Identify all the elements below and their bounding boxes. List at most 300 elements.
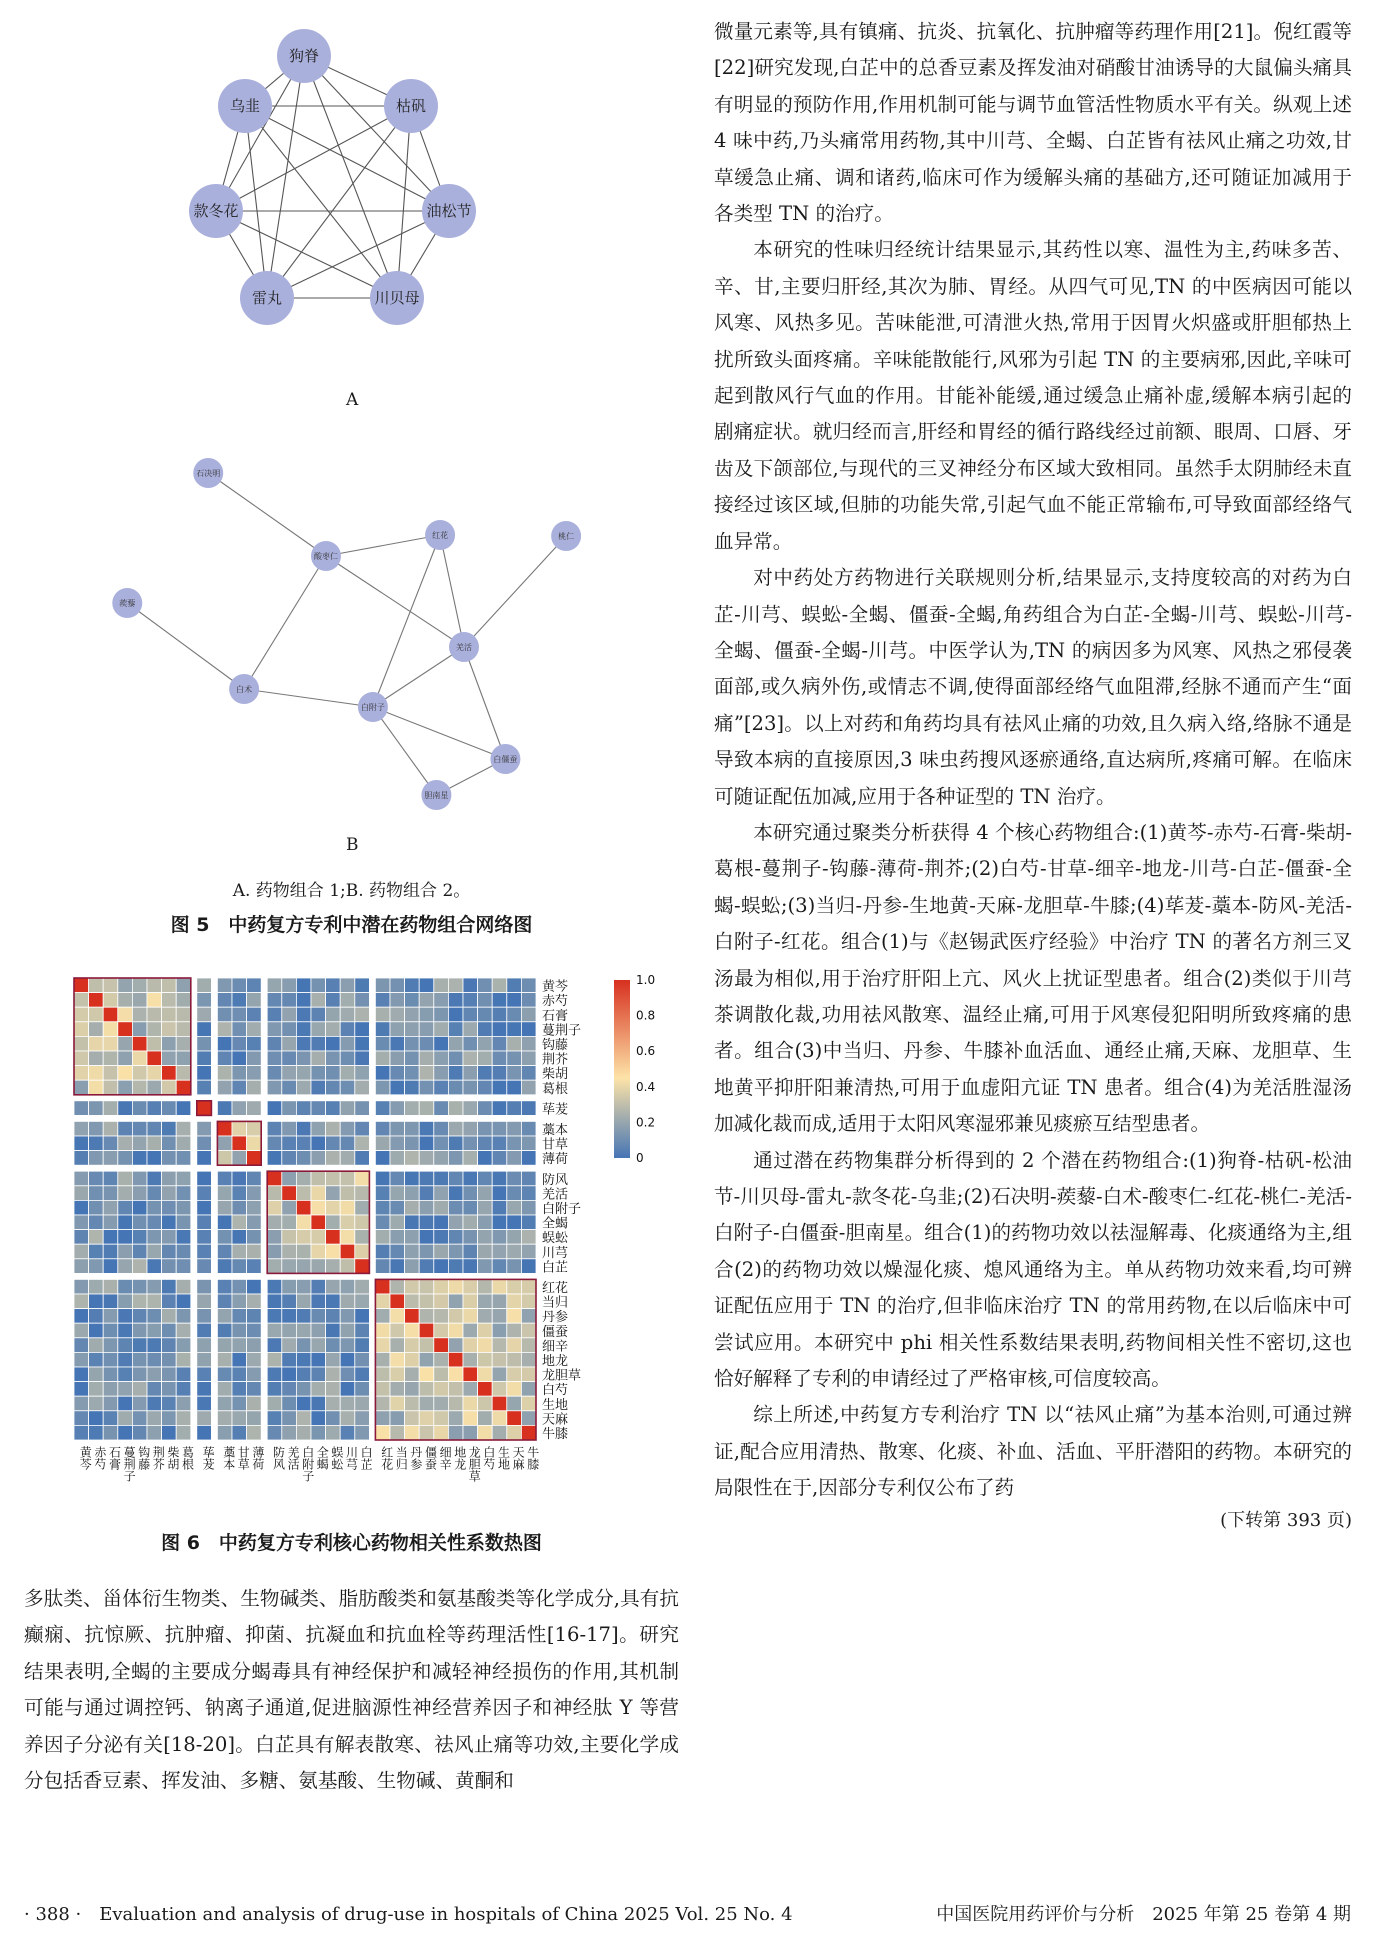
heatmap-cell <box>267 1101 282 1116</box>
heatmap-cell <box>434 1080 449 1095</box>
heatmap-cell <box>74 1352 89 1367</box>
heatmap-cell <box>232 1279 247 1294</box>
heatmap-cell <box>132 1022 147 1037</box>
network-b-node <box>193 458 223 488</box>
heatmap-cell <box>147 1022 162 1037</box>
heatmap-col-label: 牛膝 <box>525 1446 540 1470</box>
heatmap-cell <box>390 1186 405 1201</box>
heatmap-cell <box>419 1171 434 1186</box>
heatmap-cell <box>478 1230 493 1245</box>
heatmap-cell <box>296 1186 311 1201</box>
heatmap-cell <box>521 1279 536 1294</box>
heatmap-cell <box>492 1051 507 1066</box>
heatmap-cell <box>282 1230 297 1245</box>
heatmap-cell <box>507 1121 522 1136</box>
heatmap-cell <box>492 1215 507 1230</box>
heatmap-cell <box>405 1352 420 1367</box>
heatmap-cell <box>375 1051 390 1066</box>
heatmap-cell <box>197 1121 212 1136</box>
heatmap-row-label: 白附子 <box>542 1202 582 1217</box>
heatmap-cell <box>118 1382 133 1397</box>
heatmap-cell <box>507 1323 522 1338</box>
heatmap-cell <box>405 1200 420 1215</box>
heatmap-cell <box>282 1411 297 1426</box>
heatmap-cell <box>419 1121 434 1136</box>
heatmap-cell <box>463 1230 478 1245</box>
heatmap-cell <box>217 1396 232 1411</box>
heatmap-cell <box>390 1259 405 1274</box>
heatmap-cell <box>521 1101 536 1116</box>
heatmap-cell <box>118 1244 133 1259</box>
heatmap-cell <box>103 1101 118 1116</box>
heatmap-cell <box>118 1309 133 1324</box>
heatmap-cell <box>217 1080 232 1095</box>
heatmap-cell <box>162 1309 177 1324</box>
heatmap-cell <box>132 1007 147 1022</box>
network-b-edge <box>208 473 326 556</box>
heatmap-cell <box>197 1279 212 1294</box>
heatmap-cell <box>247 1186 262 1201</box>
heatmap-cell <box>448 1136 463 1151</box>
heatmap-cell <box>355 1215 370 1230</box>
heatmap-cell <box>282 1080 297 1095</box>
heatmap-cell <box>282 1136 297 1151</box>
heatmap-cell <box>340 1151 355 1166</box>
heatmap-cell <box>405 1382 420 1397</box>
heatmap-cell <box>463 1186 478 1201</box>
heatmap-cell <box>89 978 104 993</box>
heatmap-cell <box>419 1230 434 1245</box>
heatmap-cell <box>118 978 133 993</box>
heatmap-cell <box>132 1411 147 1426</box>
network-b-node-label: 蒺藜 <box>119 599 136 608</box>
heatmap-cell <box>118 1230 133 1245</box>
heatmap-cell <box>89 993 104 1008</box>
heatmap-cell <box>311 1151 326 1166</box>
heatmap-cell <box>340 1323 355 1338</box>
heatmap-cell <box>463 1259 478 1274</box>
heatmap-cell <box>296 1022 311 1037</box>
heatmap-cell <box>176 1215 191 1230</box>
heatmap-cell <box>103 978 118 993</box>
heatmap-cell <box>355 1051 370 1066</box>
heatmap-cell <box>405 1022 420 1037</box>
heatmap-row-label: 荜茇 <box>542 1102 569 1118</box>
network-b-edge <box>244 556 326 689</box>
heatmap-cell <box>147 1279 162 1294</box>
heatmap-cell <box>74 1309 89 1324</box>
heatmap-cell <box>132 1352 147 1367</box>
heatmap-cell <box>296 1051 311 1066</box>
heatmap-cell <box>463 1352 478 1367</box>
heatmap-cell <box>74 1200 89 1215</box>
heatmap-cell <box>267 1367 282 1382</box>
network-a-node <box>384 79 438 133</box>
heatmap-cell <box>340 1352 355 1367</box>
heatmap-cell <box>419 1200 434 1215</box>
heatmap-cell <box>311 1352 326 1367</box>
heatmap-cell <box>176 1411 191 1426</box>
heatmap-cell <box>375 1279 390 1294</box>
heatmap-cell <box>267 1151 282 1166</box>
network-b-edge <box>373 707 505 759</box>
heatmap-cell <box>375 1101 390 1116</box>
network-a-edge <box>304 56 449 211</box>
heatmap-cell <box>355 1367 370 1382</box>
heatmap-cell <box>463 1425 478 1440</box>
network-a-node <box>422 184 476 238</box>
network-a-edge <box>245 106 397 298</box>
heatmap-cell <box>405 1425 420 1440</box>
heatmap-cell <box>419 1425 434 1440</box>
heatmap-cell <box>89 1294 104 1309</box>
heatmap-cell <box>197 1215 212 1230</box>
heatmap-cell <box>492 1230 507 1245</box>
heatmap-cell <box>176 1425 191 1440</box>
heatmap-cell <box>232 1036 247 1051</box>
heatmap-cell <box>197 1323 212 1338</box>
heatmap-cell <box>247 1352 262 1367</box>
heatmap-cell <box>197 1101 212 1116</box>
heatmap-cell <box>521 1396 536 1411</box>
heatmap-cell <box>267 1007 282 1022</box>
heatmap-cell <box>405 1411 420 1426</box>
heatmap-cell <box>434 1101 449 1116</box>
heatmap-cell <box>448 1051 463 1066</box>
heatmap-cell <box>478 1367 493 1382</box>
heatmap-cell <box>267 1080 282 1095</box>
right-paragraph-1: 微量元素等,具有镇痛、抗炎、抗氧化、抗肿瘤等药理作用[21]。倪红霞等[22]研究发现,白芷中的总香豆素及挥发油对硝酸甘油诱导的大鼠偏头痛具有明显的预防作用,作用机制可能与调节血管活性物质水平有关。纵观上述 4 味中药,乃头痛常用药物,其中川芎、全蝎、白芷皆有祛风止痛之功效,甘草缓急止痛、调和诸药,临床可作为缓解头痛的基础方,还可随证加减用于各类型 TN 的治疗。 <box>714 20 1352 226</box>
heatmap-col-label: 白附子 <box>300 1446 315 1482</box>
heatmap-cell <box>132 993 147 1008</box>
heatmap-cell <box>232 1022 247 1037</box>
heatmap-cell <box>478 1171 493 1186</box>
heatmap-cell <box>247 1367 262 1382</box>
heatmap-cell <box>176 1101 191 1116</box>
heatmap-cell <box>434 1136 449 1151</box>
heatmap-cell <box>132 1244 147 1259</box>
heatmap-cell <box>448 1007 463 1022</box>
heatmap-cell <box>405 1136 420 1151</box>
heatmap-cell <box>296 1171 311 1186</box>
heatmap-cell <box>311 1367 326 1382</box>
heatmap-cell <box>267 1382 282 1397</box>
heatmap-cell <box>340 1338 355 1353</box>
heatmap-cell <box>478 1066 493 1081</box>
heatmap-cell <box>176 993 191 1008</box>
heatmap-col-label: 荆芥 <box>151 1446 166 1470</box>
heatmap-cell <box>507 1230 522 1245</box>
heatmap-cell <box>118 1171 133 1186</box>
heatmap-cell <box>434 1121 449 1136</box>
heatmap-cell <box>296 1309 311 1324</box>
heatmap-cell <box>492 1309 507 1324</box>
heatmap-col-label: 石膏 <box>107 1446 122 1470</box>
heatmap-cell <box>311 1022 326 1037</box>
heatmap-row-label: 藁本 <box>542 1123 569 1138</box>
heatmap-cells <box>74 978 536 1440</box>
heatmap-cell <box>311 1396 326 1411</box>
heatmap-cell <box>463 1171 478 1186</box>
heatmap-cell <box>103 1051 118 1066</box>
heatmap-cell <box>355 1323 370 1338</box>
heatmap-cell <box>463 1080 478 1095</box>
network-b-node <box>311 541 341 571</box>
heatmap-cell <box>311 1136 326 1151</box>
heatmap-cell <box>282 1259 297 1274</box>
heatmap-cell <box>282 1101 297 1116</box>
heatmap-cell <box>355 1382 370 1397</box>
heatmap-col-label: 白芷 <box>359 1446 374 1470</box>
heatmap-row-label: 天麻 <box>542 1412 569 1428</box>
heatmap-cell <box>405 1186 420 1201</box>
heatmap-cell <box>217 1066 232 1081</box>
heatmap-cell <box>419 1151 434 1166</box>
heatmap-cell <box>103 1425 118 1440</box>
heatmap-cell <box>340 1309 355 1324</box>
heatmap-cell <box>434 1200 449 1215</box>
heatmap-col-label: 生地 <box>496 1446 511 1470</box>
heatmap-col-label: 藁本 <box>221 1446 236 1470</box>
heatmap-cell <box>247 1382 262 1397</box>
heatmap-cell <box>162 1396 177 1411</box>
heatmap-cell <box>390 1007 405 1022</box>
heatmap-cell <box>132 1051 147 1066</box>
heatmap-cell <box>507 993 522 1008</box>
heatmap-cell <box>217 1323 232 1338</box>
heatmap-cell <box>507 1200 522 1215</box>
network-a-node-label: 川贝母 <box>374 289 420 307</box>
heatmap-cell <box>217 1022 232 1037</box>
heatmap-cell <box>405 1066 420 1081</box>
network-a-node-label: 枯矾 <box>395 97 427 115</box>
heatmap-cell <box>355 1279 370 1294</box>
heatmap-cell <box>521 1066 536 1081</box>
heatmap-cell <box>448 1323 463 1338</box>
network-b-node-label: 白附子 <box>360 703 385 712</box>
heatmap-cell <box>267 1352 282 1367</box>
footer-left: · 388 · Evaluation and analysis of drug-use in hospitals of China 2025 Vol. 25 No. 4 <box>24 1904 793 1925</box>
heatmap-cell <box>296 1151 311 1166</box>
heatmap-cell <box>507 1066 522 1081</box>
heatmap-cell <box>197 1080 212 1095</box>
heatmap-cell <box>282 1022 297 1037</box>
heatmap-cell <box>419 1259 434 1274</box>
heatmap-cell <box>326 1279 341 1294</box>
heatmap-cell <box>89 1259 104 1274</box>
network-b-node-label: 胆南星 <box>424 791 449 800</box>
heatmap-cell <box>197 1259 212 1274</box>
heatmap-cell <box>390 1022 405 1037</box>
network-b-node <box>425 520 455 550</box>
heatmap-cell <box>390 1323 405 1338</box>
heatmap-cell <box>74 1215 89 1230</box>
heatmap-cell <box>132 1230 147 1245</box>
heatmap-cell <box>311 1036 326 1051</box>
heatmap-cell <box>132 1066 147 1081</box>
heatmap-cell <box>176 1352 191 1367</box>
heatmap-cell <box>247 1244 262 1259</box>
heatmap-cell <box>448 1352 463 1367</box>
heatmap-cell <box>267 1066 282 1081</box>
heatmap-cell <box>247 1279 262 1294</box>
heatmap-cell <box>326 1352 341 1367</box>
heatmap-cell <box>118 993 133 1008</box>
heatmap-cell <box>282 1244 297 1259</box>
heatmap-cell <box>118 1411 133 1426</box>
heatmap-cell <box>197 993 212 1008</box>
heatmap-cell <box>375 1151 390 1166</box>
heatmap-cell <box>448 1230 463 1245</box>
heatmap-cell <box>492 978 507 993</box>
heatmap-cell <box>507 1186 522 1201</box>
heatmap-cell <box>390 1136 405 1151</box>
heatmap-cell <box>521 1367 536 1382</box>
heatmap-cell <box>448 1200 463 1215</box>
heatmap-cell <box>162 1171 177 1186</box>
heatmap-cell <box>232 1051 247 1066</box>
heatmap-cell <box>118 1007 133 1022</box>
heatmap-cell <box>448 1215 463 1230</box>
heatmap-cell <box>419 1411 434 1426</box>
heatmap-cell <box>247 1151 262 1166</box>
heatmap-col-label: 全蝎 <box>315 1446 330 1470</box>
heatmap-cell <box>118 1338 133 1353</box>
heatmap-cell <box>340 993 355 1008</box>
heatmap-cell <box>296 1352 311 1367</box>
heatmap-row-label: 生地 <box>542 1397 569 1413</box>
heatmap-cell <box>434 1215 449 1230</box>
heatmap-cell <box>311 1200 326 1215</box>
heatmap-cell <box>162 1279 177 1294</box>
heatmap-cell <box>197 1151 212 1166</box>
heatmap-cell <box>103 1007 118 1022</box>
heatmap-cell <box>434 1186 449 1201</box>
heatmap-cell <box>296 1338 311 1353</box>
network-b-label: B <box>346 835 359 855</box>
heatmap-cell <box>176 1294 191 1309</box>
network-a-edge <box>397 106 411 298</box>
network-a-node-label: 狗脊 <box>288 47 320 65</box>
heatmap-cell <box>217 1382 232 1397</box>
network-b-node <box>421 780 451 810</box>
right-column <box>714 0 1352 1940</box>
heatmap-cell <box>103 1171 118 1186</box>
heatmap-cell <box>405 1215 420 1230</box>
heatmap-cell <box>478 1259 493 1274</box>
heatmap-cell <box>326 1121 341 1136</box>
heatmap-cell <box>355 978 370 993</box>
heatmap-cell <box>448 1244 463 1259</box>
heatmap-cell <box>434 1352 449 1367</box>
heatmap-cell <box>103 1367 118 1382</box>
heatmap-row-label: 荆芥 <box>542 1052 569 1068</box>
heatmap-cell <box>176 1230 191 1245</box>
heatmap-cell <box>74 1279 89 1294</box>
correlation-heatmap <box>48 968 668 1518</box>
heatmap-cell <box>448 1101 463 1116</box>
heatmap-cell <box>311 1101 326 1116</box>
heatmap-cell <box>282 1309 297 1324</box>
heatmap-cell <box>162 1007 177 1022</box>
heatmap-cell <box>434 1338 449 1353</box>
heatmap-cell <box>217 1425 232 1440</box>
heatmap-cell <box>478 1007 493 1022</box>
heatmap-cell <box>103 1230 118 1245</box>
heatmap-cell <box>340 1101 355 1116</box>
heatmap-cell <box>217 1294 232 1309</box>
heatmap-cell <box>118 1259 133 1274</box>
heatmap-cell <box>355 1171 370 1186</box>
heatmap-cell <box>296 1294 311 1309</box>
heatmap-cell <box>405 1171 420 1186</box>
heatmap-cell <box>311 1051 326 1066</box>
heatmap-cell <box>89 1151 104 1166</box>
heatmap-cell <box>132 1294 147 1309</box>
heatmap-cell <box>197 1136 212 1151</box>
heatmap-cell <box>311 1121 326 1136</box>
heatmap-cell <box>89 1066 104 1081</box>
heatmap-cell <box>103 1259 118 1274</box>
heatmap-cell <box>326 1066 341 1081</box>
heatmap-cell <box>492 1186 507 1201</box>
heatmap-cell <box>247 1101 262 1116</box>
heatmap-cell <box>147 1244 162 1259</box>
heatmap-cell <box>162 1051 177 1066</box>
heatmap-cell <box>326 1022 341 1037</box>
heatmap-cell <box>340 1200 355 1215</box>
heatmap-cell <box>463 1279 478 1294</box>
heatmap-cell <box>478 1338 493 1353</box>
heatmap-cell <box>434 978 449 993</box>
network-b-node-label: 桃仁 <box>558 532 575 541</box>
heatmap-cell <box>375 1171 390 1186</box>
heatmap-cell <box>132 1080 147 1095</box>
heatmap-cell <box>507 1367 522 1382</box>
heatmap-cell <box>448 1382 463 1397</box>
heatmap-cell <box>162 1200 177 1215</box>
heatmap-cell <box>463 1066 478 1081</box>
heatmap-cell <box>492 1338 507 1353</box>
heatmap-cell <box>492 1411 507 1426</box>
heatmap-col-label: 羌活 <box>286 1446 301 1470</box>
heatmap-cell <box>162 1121 177 1136</box>
heatmap-cell <box>405 1007 420 1022</box>
heatmap-cell <box>340 1080 355 1095</box>
heatmap-cell <box>434 1309 449 1324</box>
heatmap-cell <box>507 1022 522 1037</box>
heatmap-cell <box>521 1022 536 1037</box>
heatmap-cell <box>311 978 326 993</box>
heatmap-cell <box>176 1367 191 1382</box>
heatmap-cell <box>478 1136 493 1151</box>
heatmap-col-label: 川芎 <box>344 1446 359 1470</box>
heatmap-col-label: 蜈蚣 <box>329 1446 344 1470</box>
heatmap-cell <box>340 1022 355 1037</box>
heatmap-cell <box>419 1382 434 1397</box>
heatmap-cell <box>132 1036 147 1051</box>
heatmap-cell <box>247 1136 262 1151</box>
heatmap-cell <box>247 1051 262 1066</box>
heatmap-cell <box>463 1367 478 1382</box>
heatmap-cell <box>375 1259 390 1274</box>
heatmap-cell <box>132 1259 147 1274</box>
heatmap-cell <box>118 1294 133 1309</box>
heatmap-cell <box>74 1080 89 1095</box>
heatmap-cell <box>375 1007 390 1022</box>
heatmap-cell <box>521 1425 536 1440</box>
heatmap-cell <box>147 1294 162 1309</box>
